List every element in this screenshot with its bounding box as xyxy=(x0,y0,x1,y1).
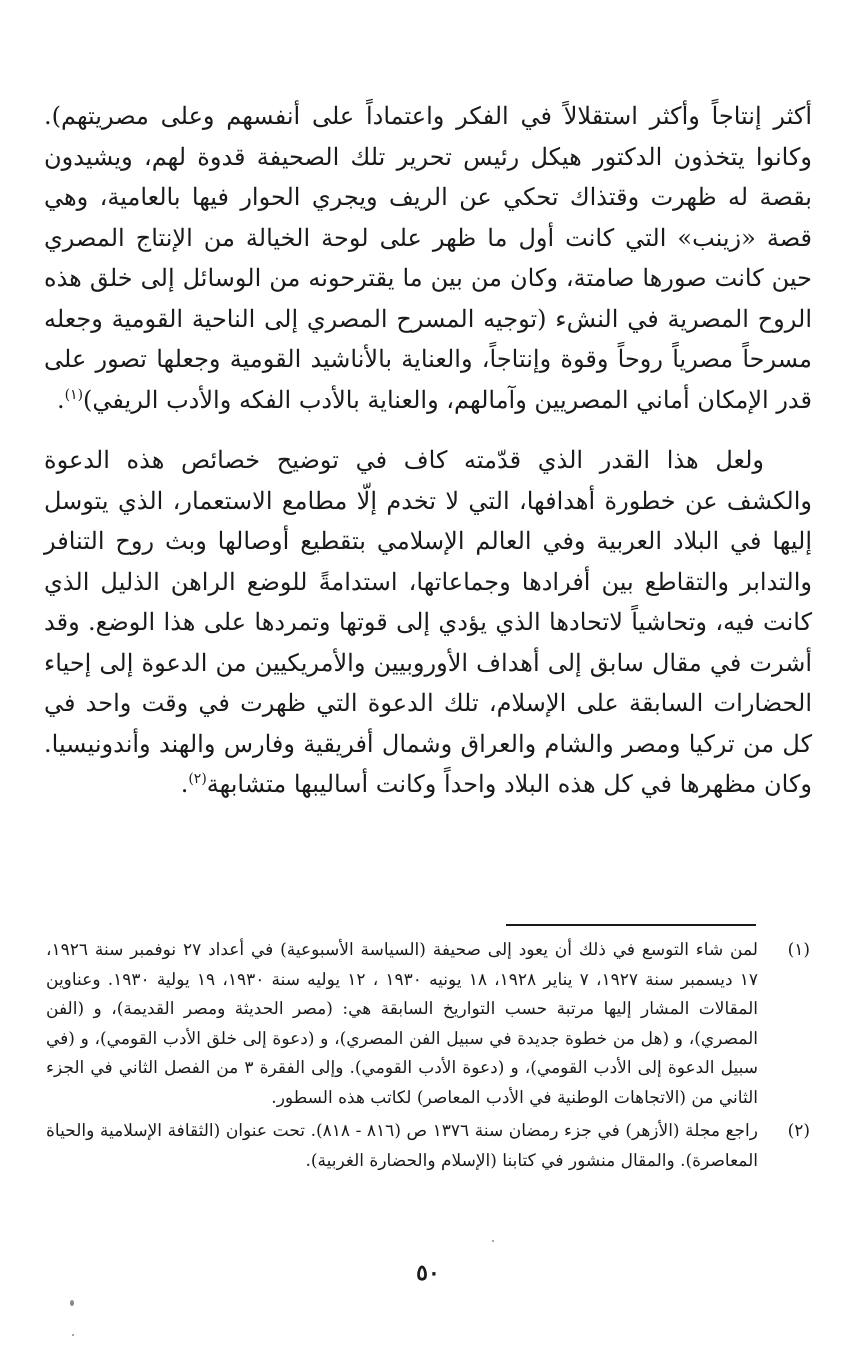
footnote-1-number: (١) xyxy=(787,940,810,960)
paragraph-1-text: أكثر إنتاجاً وأكثر استقلالاً في الفكر واعتماداً على أنفسهم وعلى مصريتهم). وكانوا يتخذون الدكتور هيكل رئيس تحرير تلك الصحيفة قدوة لهم، ويشيدون بقصة له ظهرت وقتذاك تحكي عن الريف ويجري الحوار فيها بالعامية، وهي قصة «زينب» التي كانت أول ما ظهر على لوحة الخيالة من الإنتاج المصري حين كانت صورها صامتة، وكان من بين ما يقترحونه من الوسائل إلى خلق هذه الروح المصرية في النشء (توجيه المسرح المصري إلى الناحية القومية وجعله مسرحاً مصرياً روحاً وقوة وإنتاجاً، والعناية بالأناشيد القومية وجعلها تصور على قدر الإمكان أماني المصريين وآمالهم، والعناية بالأدب الفكه والأدب الريفي) xyxy=(44,102,812,414)
scan-speck xyxy=(492,1240,494,1242)
footnote-2-text: راجع مجلة (الأزهر) في جزء رمضان سنة ١٣٧٦ ص (٨١٦ - ٨١٨). تحت عنوان (الثقافة الإسلامية والحياة المعاصرة). والمقال منشور في كتابنا (الإسلام والحضارة الغربية). xyxy=(46,1121,758,1171)
paragraph-2 xyxy=(44,440,812,805)
footnote-2-number: (٢) xyxy=(787,1121,810,1141)
footnote-1 xyxy=(46,936,810,1113)
footnotes xyxy=(46,936,810,1180)
paragraph-1-end: . xyxy=(56,385,65,414)
scan-speck xyxy=(70,1300,74,1306)
paragraph-2-text: ولعل هذا القدر الذي قدّمته كاف في توضيح خصائص هذه الدعوة والكشف عن خطورة أهدافها، التي لا تخدم إلّا مطامع الاستعمار، الذي يتوسل إليها في البلاد العربية وفي العالم الإسلامي بتقطيع أوصالها وبث روح التنافر والتدابر والتقاطع بين أفرادها وجماعاتها، استدامةً للوضع الراهن الذليل الذي كانت فيه، وتحاشياً لاتحادها الذي يؤدي إلى قوتها وتمردها على هذا الوضع. وقد أشرت في مقال سابق إلى أهداف الأوروبيين والأمريكيين من الدعوة إلى إحياء الحضارات السابقة على الإسلام، تلك الدعوة التي ظهرت في وقت واحد في كل من تركيا ومصر والشام والعراق وشمال أفريقية وفارس والهند وأندونيسيا. وكان مظهرها في كل هذه البلاد واحداً وكانت أساليبها متشابهة xyxy=(44,446,812,798)
footnote-1-text: لمن شاء التوسع في ذلك أن يعود إلى صحيفة (السياسة الأسبوعية) في أعداد ٢٧ نوفمبر سنة ١٩٢٦، ١٧ ديسمبر سنة ١٩٢٧، ٧ يناير ١٩٢٨، ١٨ يونيه ١٩٣٠ ، ١٢ يوليه سنة ١٩٣٠، ١٩ يولية ١٩٣٠. وعناوين المقالات المشار إليها مرتبة حسب التواريخ السابقة هي: (مصر الحديثة ومصر القديمة)، و (الفن المصري)، و (هل من خطوة جديدة في سبيل الفن المصري)، و (دعوة إلى خلق الأدب القومي)، و (في سبيل الدعوة إلى الأدب القومي)، و (دعوة الأدب القومي). وإلى الفقرة ٣ من الفصل الثاني في الجزء الثاني من (الاتجاهات الوطنية في الأدب المعاصر) لكاتب هذه السطور. xyxy=(46,940,759,1108)
main-text xyxy=(44,96,812,805)
footnote-ref-1: (١) xyxy=(64,386,84,403)
paragraph-2-end: . xyxy=(180,770,189,798)
paragraph-1 xyxy=(44,96,812,420)
footnote-divider xyxy=(506,924,756,926)
scan-speck xyxy=(72,1334,74,1336)
footnote-2 xyxy=(46,1117,810,1176)
page-number: ٥٠ xyxy=(416,1260,440,1286)
footnote-ref-2: (٢) xyxy=(188,771,207,787)
